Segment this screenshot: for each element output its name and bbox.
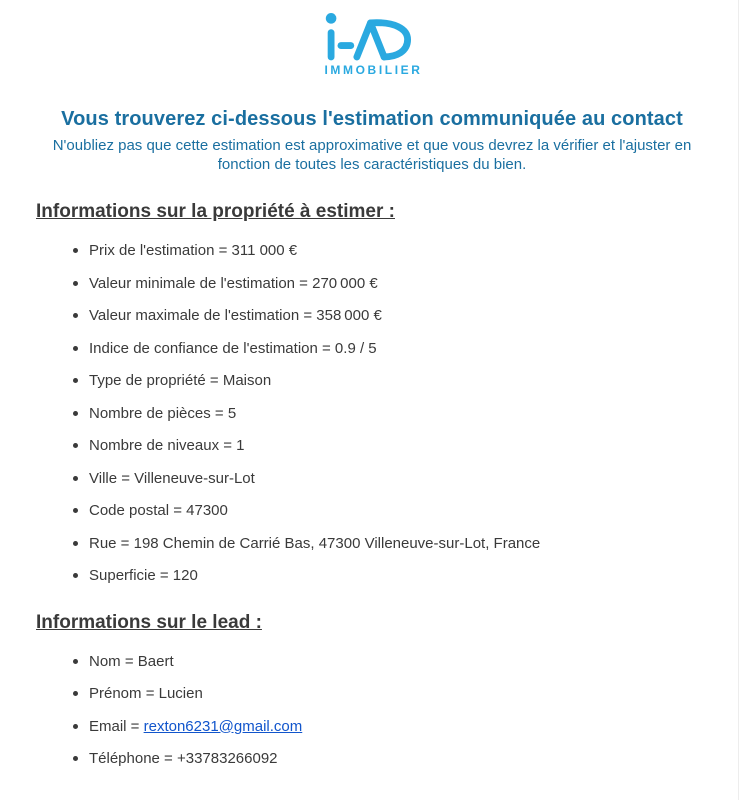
property-info-list [36, 242, 708, 585]
email-label: Email = [89, 717, 144, 735]
page-subtitle: N'oubliez pas que cette estimation est approximative et que vous devrez la vérifier et l'ajuster en fonction de toutes les caractéristiques du bien. [52, 137, 692, 174]
list-item [72, 535, 708, 553]
email-link[interactable]: rexton6231@gmail.com [143, 717, 303, 735]
section-heading-property: Informations sur la propriété à estimer : [36, 201, 395, 223]
list-item-text: Ville = Villeneuve-sur-Lot [89, 469, 255, 487]
list-item [72, 750, 708, 768]
list-item-text: Nombre de niveaux = 1 [89, 437, 245, 455]
list-item-text: Prénom = Lucien [89, 685, 203, 703]
list-item-text: Prix de l'estimation = 311 000 € [89, 242, 298, 260]
list-item [72, 405, 708, 423]
section-heading-lead: Informations sur le lead : [36, 611, 262, 633]
logo-i-dot [326, 13, 337, 24]
logo-subtext: IMMOBILIER [324, 63, 423, 77]
logo-a-shape [357, 23, 384, 57]
list-item [72, 470, 708, 488]
list-item-text: Code postal = 47300 [89, 502, 228, 520]
list-item-text: Nom = Baert [89, 652, 174, 670]
logo-block [36, 12, 708, 77]
list-item [72, 275, 708, 293]
list-item-text: Nombre de pièces = 5 [89, 404, 237, 422]
list-item [72, 372, 708, 390]
list-item-text: Téléphone = +33783266092 [89, 750, 278, 768]
list-item [72, 307, 708, 325]
list-item [72, 340, 708, 358]
list-item-text: Valeur maximale de l'estimation = 358 000 € [89, 307, 382, 325]
list-item-text: Indice de confiance de l'estimation = 0.9 / 5 [89, 339, 377, 357]
list-item [72, 567, 708, 585]
list-item [72, 718, 708, 736]
iad-logo-icon [322, 12, 422, 61]
list-item [72, 502, 708, 520]
list-item-text: Valeur minimale de l'estimation = 270 000 € [89, 274, 378, 292]
list-item-text: Superficie = 120 [89, 567, 198, 585]
list-item [72, 437, 708, 455]
page-title: Vous trouverez ci-dessous l'estimation communiquée au contact [61, 108, 683, 130]
list-item-text: Rue = 198 Chemin de Carrié Bas, 47300 Villeneuve-sur-Lot, France [89, 534, 541, 552]
list-item [72, 242, 708, 260]
list-item-text: Type de propriété = Maison [89, 372, 272, 390]
lead-info-list [36, 653, 708, 768]
list-item [72, 653, 708, 671]
page-edge-divider [738, 0, 739, 800]
list-item [72, 685, 708, 703]
